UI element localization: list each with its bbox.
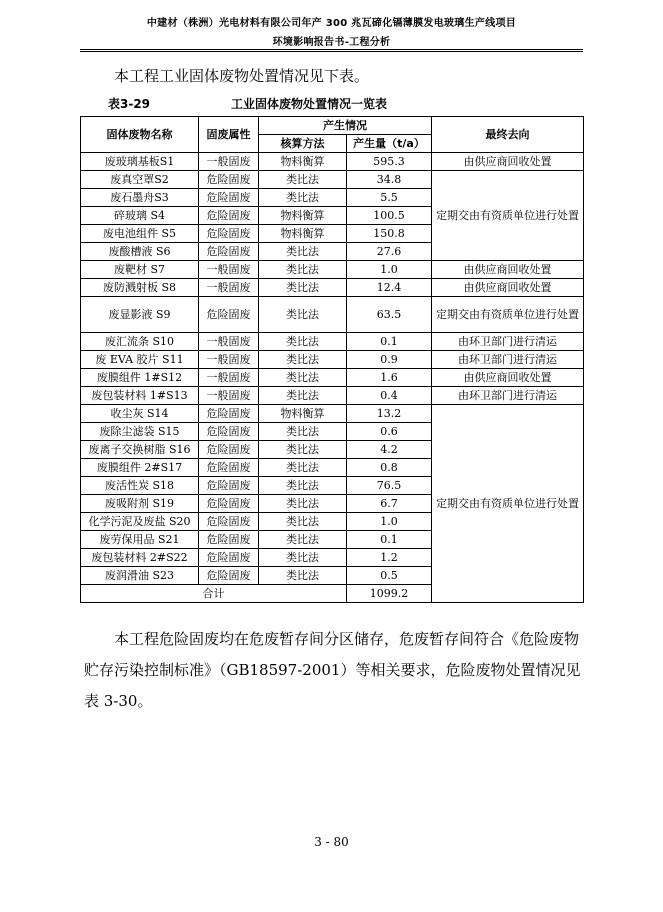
cell-method: 类比法 [259, 369, 347, 387]
cell-dest: 定期交由有资质单位进行处置 [432, 171, 584, 261]
cell-attr: 一般固废 [199, 369, 259, 387]
cell-amount: 0.6 [347, 423, 432, 441]
cell-dest: 由供应商回收处置 [432, 369, 584, 387]
cell-method: 物料衡算 [259, 405, 347, 423]
cell-amount: 5.5 [347, 189, 432, 207]
header-waste-name: 固体废物名称 [81, 117, 199, 153]
cell-amount: 0.1 [347, 531, 432, 549]
cell-method: 类比法 [259, 171, 347, 189]
cell-amount: 63.5 [347, 297, 432, 333]
table-row [81, 369, 584, 387]
cell-name: 废 EVA 胶片 S11 [81, 351, 199, 369]
cell-amount: 76.5 [347, 477, 432, 495]
document-header-subtitle: 环境影响报告书-工程分析 [272, 37, 391, 48]
cell-dest: 由环卫部门进行清运 [432, 333, 584, 351]
cell-attr: 一般固废 [199, 387, 259, 405]
table-row [81, 279, 584, 297]
cell-amount: 1.0 [347, 261, 432, 279]
cell-amount: 0.9 [347, 351, 432, 369]
header-rule [80, 49, 583, 50]
cell-method: 类比法 [259, 513, 347, 531]
cell-attr: 一般固废 [199, 153, 259, 171]
cell-name: 收尘灰 S14 [81, 405, 199, 423]
cell-attr: 危险固废 [199, 189, 259, 207]
cell-attr: 一般固废 [199, 279, 259, 297]
cell-method: 类比法 [259, 261, 347, 279]
cell-name: 碎玻璃 S4 [81, 207, 199, 225]
cell-attr: 危险固废 [199, 297, 259, 333]
cell-attr: 一般固废 [199, 351, 259, 369]
cell-method: 类比法 [259, 531, 347, 549]
cell-method: 类比法 [259, 279, 347, 297]
cell-name: 废靶材 S7 [81, 261, 199, 279]
cell-name: 废活性炭 S18 [81, 477, 199, 495]
cell-name: 废吸附剂 S19 [81, 495, 199, 513]
cell-name: 废真空罩S2 [81, 171, 199, 189]
cell-amount: 0.4 [347, 387, 432, 405]
cell-attr: 危险固废 [199, 513, 259, 531]
cell-attr: 危险固废 [199, 549, 259, 567]
total-amount: 1099.2 [347, 585, 432, 603]
cell-amount: 595.3 [347, 153, 432, 171]
cell-attr: 危险固废 [199, 405, 259, 423]
cell-attr: 危险固废 [199, 441, 259, 459]
cell-attr: 危险固废 [199, 531, 259, 549]
cell-attr: 危险固废 [199, 207, 259, 225]
cell-attr: 一般固废 [199, 333, 259, 351]
cell-amount: 27.6 [347, 243, 432, 261]
cell-name: 废防溅射板 S8 [81, 279, 199, 297]
table-number: 表3-29 [108, 97, 151, 111]
cell-amount: 13.2 [347, 405, 432, 423]
cell-name: 废膜组件 2#S17 [81, 459, 199, 477]
cell-name: 废劳保用品 S21 [81, 531, 199, 549]
cell-amount: 0.8 [347, 459, 432, 477]
cell-method: 类比法 [259, 441, 347, 459]
cell-name: 废离子交换树脂 S16 [81, 441, 199, 459]
cell-attr: 危险固废 [199, 171, 259, 189]
table-row [81, 351, 584, 369]
cell-amount: 4.2 [347, 441, 432, 459]
cell-amount: 0.5 [347, 567, 432, 585]
cell-method: 类比法 [259, 459, 347, 477]
table-row [81, 405, 584, 423]
cell-amount: 100.5 [347, 207, 432, 225]
waste-disposal-table [80, 116, 584, 603]
cell-dest: 由环卫部门进行清运 [432, 351, 584, 369]
intro-paragraph: 本工程工业固体废物处置情况见下表。 [114, 67, 370, 85]
cell-attr: 一般固废 [199, 261, 259, 279]
cell-method: 物料衡算 [259, 153, 347, 171]
header-waste-attribute: 固废属性 [199, 117, 259, 153]
header-rule-secondary [80, 51, 583, 52]
cell-method: 物料衡算 [259, 207, 347, 225]
cell-amount: 6.7 [347, 495, 432, 513]
cell-amount: 1.2 [347, 549, 432, 567]
cell-method: 类比法 [259, 387, 347, 405]
table-row [81, 171, 584, 189]
table-row [81, 153, 584, 171]
cell-amount: 1.0 [347, 513, 432, 531]
cell-name: 废润滑油 S23 [81, 567, 199, 585]
cell-name: 废电池组件 S5 [81, 225, 199, 243]
cell-name: 废玻璃基板S1 [81, 153, 199, 171]
cell-method: 类比法 [259, 495, 347, 513]
cell-method: 类比法 [259, 297, 347, 333]
cell-attr: 危险固废 [199, 243, 259, 261]
cell-attr: 危险固废 [199, 495, 259, 513]
cell-attr: 危险固废 [199, 477, 259, 495]
document-header-title: 中建材（株洲）光电材料有限公司年产 300 兆瓦碲化镉薄膜发电玻璃生产线项目 [146, 18, 517, 29]
cell-method: 类比法 [259, 477, 347, 495]
cell-amount: 150.8 [347, 225, 432, 243]
cell-dest: 定期交由有资质单位进行处置 [432, 297, 584, 333]
cell-amount: 12.4 [347, 279, 432, 297]
table-row [81, 333, 584, 351]
cell-attr: 危险固废 [199, 225, 259, 243]
total-label: 合计 [81, 585, 347, 603]
cell-dest: 由供应商回收处置 [432, 153, 584, 171]
cell-dest: 由供应商回收处置 [432, 261, 584, 279]
cell-name: 废显影液 S9 [81, 297, 199, 333]
cell-name: 废包装材料 2#S22 [81, 549, 199, 567]
cell-name: 废酸槽液 S6 [81, 243, 199, 261]
cell-method: 类比法 [259, 567, 347, 585]
cell-name: 废石墨舟S3 [81, 189, 199, 207]
header-calc-method: 核算方法 [259, 135, 347, 153]
closing-paragraph: 本工程危险固废均在危废暂存间分区储存，危废暂存间符合《危险废物贮存污染控制标准》（GB18597-2001）等相关要求，危险废物处置情况见表 3-30。 [84, 630, 581, 710]
cell-method: 类比法 [259, 189, 347, 207]
cell-attr: 危险固废 [199, 567, 259, 585]
table-row [81, 297, 584, 333]
table-row [81, 261, 584, 279]
cell-dest: 由供应商回收处置 [432, 279, 584, 297]
header-production: 产生情况 [259, 117, 432, 135]
header-amount: 产生量（t/a） [347, 135, 432, 153]
cell-name: 废除尘滤袋 S15 [81, 423, 199, 441]
cell-amount: 1.6 [347, 369, 432, 387]
page-number: 3 - 80 [314, 835, 349, 849]
cell-amount: 0.1 [347, 333, 432, 351]
cell-method: 类比法 [259, 243, 347, 261]
cell-dest: 由环卫部门进行清运 [432, 387, 584, 405]
cell-dest: 定期交由有资质单位进行处置 [432, 405, 584, 603]
cell-name: 废膜组件 1#S12 [81, 369, 199, 387]
cell-name: 化学污泥及废盐 S20 [81, 513, 199, 531]
table-row [81, 387, 584, 405]
cell-method: 类比法 [259, 351, 347, 369]
table-title: 工业固体废物处置情况一览表 [231, 97, 388, 111]
cell-name: 废包装材料 1#S13 [81, 387, 199, 405]
cell-attr: 危险固废 [199, 423, 259, 441]
header-final-destination: 最终去向 [432, 117, 584, 153]
cell-name: 废汇流条 S10 [81, 333, 199, 351]
cell-method: 类比法 [259, 333, 347, 351]
cell-method: 类比法 [259, 423, 347, 441]
cell-amount: 34.8 [347, 171, 432, 189]
cell-method: 类比法 [259, 549, 347, 567]
cell-method: 物料衡算 [259, 225, 347, 243]
cell-attr: 危险固废 [199, 459, 259, 477]
